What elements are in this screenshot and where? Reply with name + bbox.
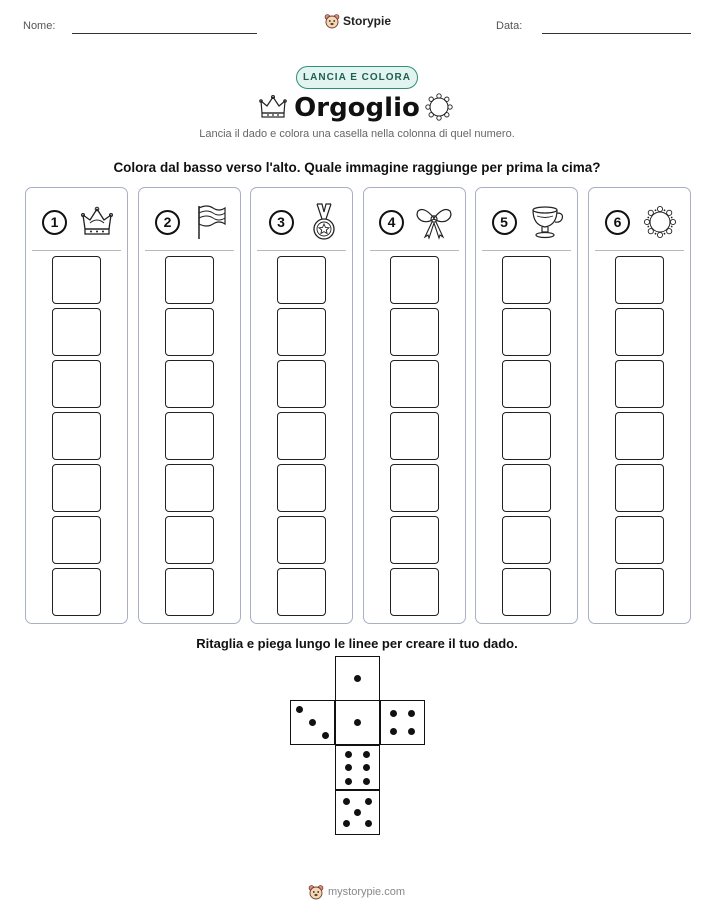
color-box[interactable] (165, 412, 214, 460)
color-box[interactable] (277, 516, 326, 564)
dice-pip (390, 728, 397, 735)
date-line (542, 33, 691, 34)
trophy-cup-icon (528, 203, 566, 241)
color-box[interactable] (277, 360, 326, 408)
color-box[interactable] (502, 360, 551, 408)
name-label: Nome: (23, 20, 56, 32)
dice-pip (309, 719, 316, 726)
column-6 (588, 187, 691, 624)
color-box[interactable] (390, 360, 439, 408)
brand-logo (324, 13, 391, 29)
name-line (72, 33, 257, 34)
color-box[interactable] (502, 308, 551, 356)
column-number: 2 (155, 210, 180, 235)
color-box[interactable] (52, 412, 101, 460)
dice-pip (390, 710, 397, 717)
color-box[interactable] (615, 568, 664, 616)
color-box[interactable] (502, 464, 551, 512)
color-box[interactable] (390, 412, 439, 460)
column-number: 5 (492, 210, 517, 235)
column-2 (138, 187, 241, 624)
column-1 (25, 187, 128, 624)
dice-face-5 (335, 790, 380, 835)
date-label: Data: (496, 20, 523, 32)
color-box[interactable] (165, 516, 214, 564)
flag-icon (192, 203, 228, 241)
color-box[interactable] (390, 516, 439, 564)
color-box[interactable] (615, 412, 664, 460)
color-box[interactable] (52, 360, 101, 408)
column-number: 4 (379, 210, 404, 235)
color-box[interactable] (52, 308, 101, 356)
color-box[interactable] (277, 256, 326, 304)
instruction: Colora dal basso verso l'alto. Quale immagine raggiunge per prima la cima? (113, 160, 601, 175)
brand-name: Storypie (343, 14, 392, 28)
cut-instruction: Ritaglia e piega lungo le linee per creare il tuo dado. (196, 636, 518, 651)
dice-pip (322, 732, 329, 739)
dice-pip (354, 809, 361, 816)
color-box[interactable] (277, 568, 326, 616)
color-box[interactable] (52, 516, 101, 564)
dice-pip (354, 675, 361, 682)
bear-logo-icon (324, 13, 340, 29)
dice-pip (365, 798, 372, 805)
column-5 (475, 187, 578, 624)
title-wreath-icon (424, 92, 454, 122)
color-box[interactable] (277, 308, 326, 356)
dice-pip (345, 778, 352, 785)
dice-pip (408, 728, 415, 735)
color-box[interactable] (52, 464, 101, 512)
color-box[interactable] (390, 568, 439, 616)
footer-url: mystorypie.com (328, 886, 406, 898)
column-number: 3 (269, 210, 294, 235)
color-box[interactable] (502, 256, 551, 304)
dice-face-1 (335, 656, 380, 701)
dice-pip (363, 751, 370, 758)
dice-pip (363, 764, 370, 771)
dice-pip (345, 764, 352, 771)
column-number: 6 (605, 210, 630, 235)
column-3 (250, 187, 353, 624)
dice-face-1 (335, 700, 380, 745)
medal-icon (309, 202, 339, 242)
dice-face-4 (380, 700, 425, 745)
crown-icon (79, 205, 115, 239)
color-box[interactable] (615, 360, 664, 408)
dice-pip (345, 751, 352, 758)
dice-pip (343, 798, 350, 805)
page-title: Orgoglio (294, 93, 420, 123)
color-box[interactable] (615, 464, 664, 512)
footer (308, 884, 405, 900)
dice-pip (354, 719, 361, 726)
color-box[interactable] (390, 256, 439, 304)
activity-badge: LANCIA E COLORA (296, 66, 418, 89)
subtitle: Lancia il dado e colora una casella nella colonna di quel numero. (199, 128, 515, 140)
color-box[interactable] (165, 568, 214, 616)
dice-pip (408, 710, 415, 717)
color-box[interactable] (390, 464, 439, 512)
color-box[interactable] (615, 516, 664, 564)
color-box[interactable] (502, 516, 551, 564)
dice-face-3 (290, 700, 335, 745)
color-box[interactable] (165, 256, 214, 304)
bear-logo-icon (308, 884, 324, 900)
column-4 (363, 187, 466, 624)
dice-pip (343, 820, 350, 827)
color-box[interactable] (165, 464, 214, 512)
color-box[interactable] (52, 256, 101, 304)
color-box[interactable] (502, 568, 551, 616)
color-box[interactable] (277, 464, 326, 512)
color-box[interactable] (390, 308, 439, 356)
color-box[interactable] (165, 360, 214, 408)
wreath-icon (642, 204, 678, 240)
color-box[interactable] (615, 308, 664, 356)
dice-pip (296, 706, 303, 713)
color-box[interactable] (277, 412, 326, 460)
color-box[interactable] (615, 256, 664, 304)
dice-face-6 (335, 745, 380, 790)
color-box[interactable] (52, 568, 101, 616)
bow-icon (414, 204, 454, 240)
column-number: 1 (42, 210, 67, 235)
dice-pip (365, 820, 372, 827)
color-box[interactable] (165, 308, 214, 356)
color-box[interactable] (502, 412, 551, 460)
dice-pip (363, 778, 370, 785)
